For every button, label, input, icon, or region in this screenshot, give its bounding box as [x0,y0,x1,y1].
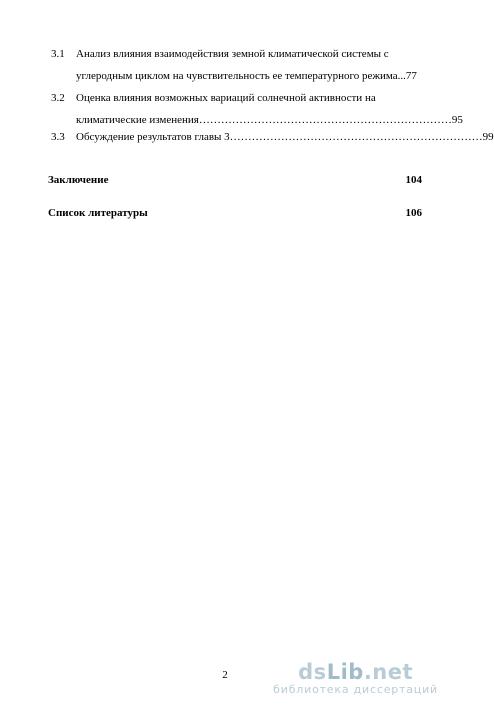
toc-entry-title-line2: климатические изменения …………………………………………………………… 95 [76,109,422,131]
toc-chapter-title: Список литературы [48,207,148,219]
toc-entry-page: 99 [482,131,494,143]
toc-entry-3-3[interactable] [48,126,494,148]
toc-chapter-title: Заключение [48,174,109,186]
toc-chapter-page: 104 [405,174,422,186]
toc-chapter-page: 106 [405,207,422,219]
toc-entry-page: 95 [451,114,463,126]
dslib-logo: dsLib.net [298,660,414,684]
dslib-tagline: библиотека диссертаций [273,683,438,696]
toc-entry-3-2[interactable] [48,87,463,131]
toc-entry-number: 3.2 [51,92,65,104]
toc-entry-3-1[interactable] [48,43,422,87]
toc-entry-number: 3.1 [51,48,65,60]
toc-chapter-references[interactable] [48,205,422,221]
toc-leader-dots: …………………………………………………………… [198,114,452,126]
toc-leader-dots: …………………………………………………………… [229,131,483,143]
toc-entry-title-line2: углеродным циклом на чувствительность ее температурного режима...77 [76,70,417,82]
toc-entry-title-line1: Анализ влияния взаимодействия земной климатической системы с [76,48,389,60]
dslib-watermark [273,661,438,697]
toc-entry-number: 3.3 [51,131,65,143]
toc-entry-title-line1: Оценка влияния возможных вариаций солнечной активности на [76,92,376,104]
toc-leader-dots: ... [397,70,406,82]
page-number: 2 [222,669,228,681]
toc-entry-page: 77 [405,70,417,82]
toc-chapter-conclusion[interactable] [48,172,422,188]
toc-entry-title-line1: Обсуждение результатов главы 3 …………………………………………………………… 99 [76,126,422,148]
